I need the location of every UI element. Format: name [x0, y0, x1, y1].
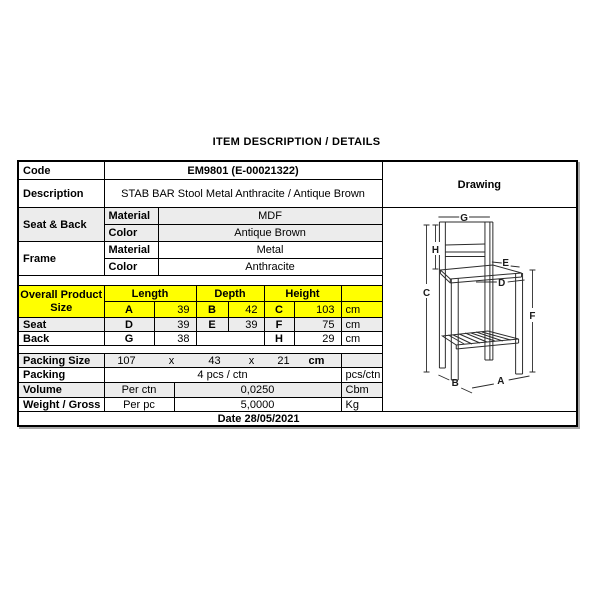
packing-size-unit: cm	[308, 354, 325, 367]
spacer	[18, 276, 382, 286]
row-seatback-material	[18, 208, 577, 225]
packing-size-values	[104, 354, 341, 368]
dim-label-b: B	[451, 377, 459, 390]
code-value: EM9801 (E-00021322)	[104, 161, 382, 180]
volume-basis: Per ctn	[104, 383, 174, 398]
seat-height-key: F	[264, 318, 294, 332]
frame-material-value: Metal	[158, 242, 382, 259]
frame-label: Frame	[18, 242, 104, 276]
overall-height-value: 103	[294, 302, 341, 318]
overall-length-value: 39	[154, 302, 196, 318]
height-header: Height	[264, 286, 341, 302]
weight-value: 5,0000	[174, 398, 341, 412]
overall-unit: cm	[341, 302, 382, 318]
overall-height-key: C	[264, 302, 294, 318]
frame-color-value: Anthracite	[158, 259, 382, 276]
back-label: Back	[18, 332, 104, 346]
back-depth-empty	[196, 332, 264, 346]
depth-header: Depth	[196, 286, 264, 302]
seatback-material-value: MDF	[158, 208, 382, 225]
packing-value: 4 pcs / ctn	[104, 368, 341, 383]
packing-size-d: 43	[208, 354, 221, 367]
seatback-material-label: Material	[104, 208, 158, 225]
back-height-value: 29	[294, 332, 341, 346]
packing-size-label: Packing Size	[18, 354, 104, 368]
dim-label-e: E	[502, 257, 509, 270]
stool-drawing	[383, 208, 576, 396]
drawing-header: Drawing	[382, 161, 577, 208]
dim-label-h: H	[431, 244, 439, 257]
page-title: ITEM DESCRIPTION / DETAILS	[212, 136, 381, 148]
spacer	[18, 346, 382, 354]
weight-label: Weight / Gross	[18, 398, 104, 412]
seat-height-value: 75	[294, 318, 341, 332]
overall-depth-value: 42	[228, 302, 264, 318]
back-height-key: H	[264, 332, 294, 346]
dim-label-g: G	[459, 212, 468, 225]
seatback-color-label: Color	[104, 225, 158, 242]
seatback-label: Seat & Back	[18, 208, 104, 242]
seat-length-key: D	[104, 318, 154, 332]
overall-length-key: A	[104, 302, 154, 318]
packing-label: Packing	[18, 368, 104, 383]
seat-label: Seat	[18, 318, 104, 332]
description-value: STAB BAR Stool Metal Anthracite / Antique Brown	[104, 180, 382, 208]
weight-basis: Per pc	[104, 398, 174, 412]
row-date	[18, 412, 577, 427]
volume-value: 0,0250	[174, 383, 341, 398]
volume-label: Volume	[18, 383, 104, 398]
size-header-unit-cell	[341, 286, 382, 302]
back-unit: cm	[341, 332, 382, 346]
back-length-key: G	[104, 332, 154, 346]
frame-material-label: Material	[104, 242, 158, 259]
overall-size-label-line2: Size	[50, 301, 73, 314]
drawing-area	[382, 208, 577, 412]
code-label: Code	[18, 161, 104, 180]
packing-size-x2: x	[248, 354, 255, 367]
length-header: Length	[104, 286, 196, 302]
overall-size-label	[18, 286, 104, 318]
frame-color-label: Color	[104, 259, 158, 276]
row-code	[18, 161, 577, 180]
description-label: Description	[18, 180, 104, 208]
seatback-color-value: Antique Brown	[158, 225, 382, 242]
dim-label-f: F	[529, 310, 536, 323]
weight-unit: Kg	[341, 398, 382, 412]
packing-size-w: 107	[117, 354, 136, 367]
back-length-value: 38	[154, 332, 196, 346]
dim-label-d: D	[497, 277, 505, 290]
date-line: Date 28/05/2021	[18, 412, 577, 427]
dim-label-a: A	[496, 375, 504, 388]
spec-table	[17, 160, 578, 427]
seat-length-value: 39	[154, 318, 196, 332]
seat-depth-value: 39	[228, 318, 264, 332]
dim-label-c: C	[422, 287, 430, 300]
seat-depth-key: E	[196, 318, 228, 332]
packing-unit: pcs/ctn	[341, 368, 382, 383]
packing-size-h: 21	[277, 354, 290, 367]
overall-size-label-line1: Overall Product	[20, 288, 103, 301]
packing-size-unit-cell	[341, 354, 382, 368]
volume-unit: Cbm	[341, 383, 382, 398]
overall-depth-key: B	[196, 302, 228, 318]
packing-size-x1: x	[168, 354, 175, 367]
seat-unit: cm	[341, 318, 382, 332]
